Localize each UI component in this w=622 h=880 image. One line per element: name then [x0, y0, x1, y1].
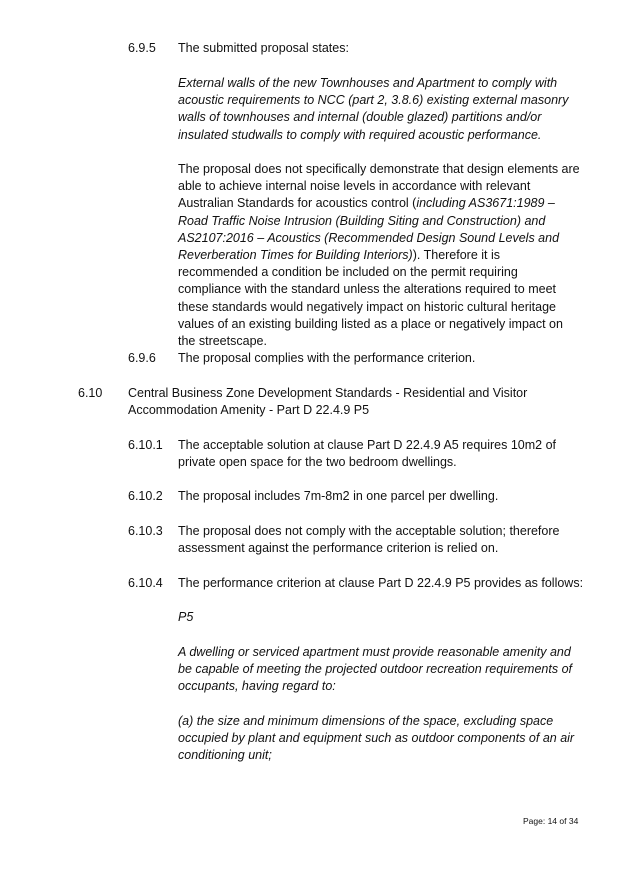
section-text-6-10-4: The performance criterion at clause Part D 22.4.9 P5 provides as follows:	[178, 576, 584, 590]
section-number-6-10: 6.10	[78, 386, 103, 400]
page-number: Page: 14 of 34	[523, 816, 579, 826]
section-text-6-10-1: The acceptable solution at clause Part D 22.4.9 A5 requires 10m2 of private open space for the two bedroom dwellings.	[178, 438, 557, 470]
section-number-6-10-1: 6.10.1	[128, 438, 163, 452]
section-text-6-9-6: The proposal complies with the performance criterion.	[178, 351, 476, 365]
assessment-paragraph	[178, 161, 580, 350]
section-number-6-10-4: 6.10.4	[128, 576, 163, 590]
section-text-6-9-5: The submitted proposal states:	[178, 41, 349, 55]
criterion-quote: A dwelling or serviced apartment must provide reasonable amenity and be capable of meeting the projected outdoor recreation requirements of occupants, having regard to:	[178, 645, 572, 694]
section-text-6-10-3: The proposal does not comply with the acceptable solution; therefore assessment against the performance criterion is relied on.	[178, 524, 560, 556]
section-heading-6-10: Central Business Zone Development Standards - Residential and Visitor Accommodation Amenity - Part D 22.4.9 P5	[128, 386, 528, 418]
section-number-6-10-2: 6.10.2	[128, 489, 163, 503]
quoted-proposal: External walls of the new Townhouses and Apartment to comply with acoustic requirements to NCC (part 2, 3.8.6) existing external masonry walls of townhouses and internal (double glazed) partitions and/or insulated studwalls to comply with required acoustic performance.	[178, 76, 569, 142]
assessment-text-continued: ). Therefore it is recommended a condition be included on the permit requiring compliance with the standard unless the alterations required to meet these standards would negatively impact on historic cultural heritage values of an existing building listed as a place or negatively impact on the streetscape.	[178, 248, 563, 349]
section-text-6-10-2: The proposal includes 7m-8m2 in one parcel per dwelling.	[178, 489, 499, 503]
criterion-clause-a: (a) the size and minimum dimensions of the space, excluding space occupied by plant and equipment such as outdoor components of an air conditioning unit;	[178, 714, 575, 763]
section-number-6-9-5: 6.9.5	[128, 41, 156, 55]
criterion-label: P5	[178, 610, 194, 624]
standards-reference: including AS3671:1989 – Road Traffic Noise Intrusion (Building Siting and Construction) and AS2107:2016 – Acoustics (Recommended Design Sound Levels and Reverberation Times for Building Interiors)	[178, 196, 560, 263]
section-number-6-10-3: 6.10.3	[128, 524, 163, 538]
assessment-text: The proposal does not specifically demonstrate that design elements are able to achieve internal noise levels in accordance with relevant Australian Standards for acoustics control (	[178, 162, 580, 211]
section-number-6-9-6: 6.9.6	[128, 351, 156, 365]
